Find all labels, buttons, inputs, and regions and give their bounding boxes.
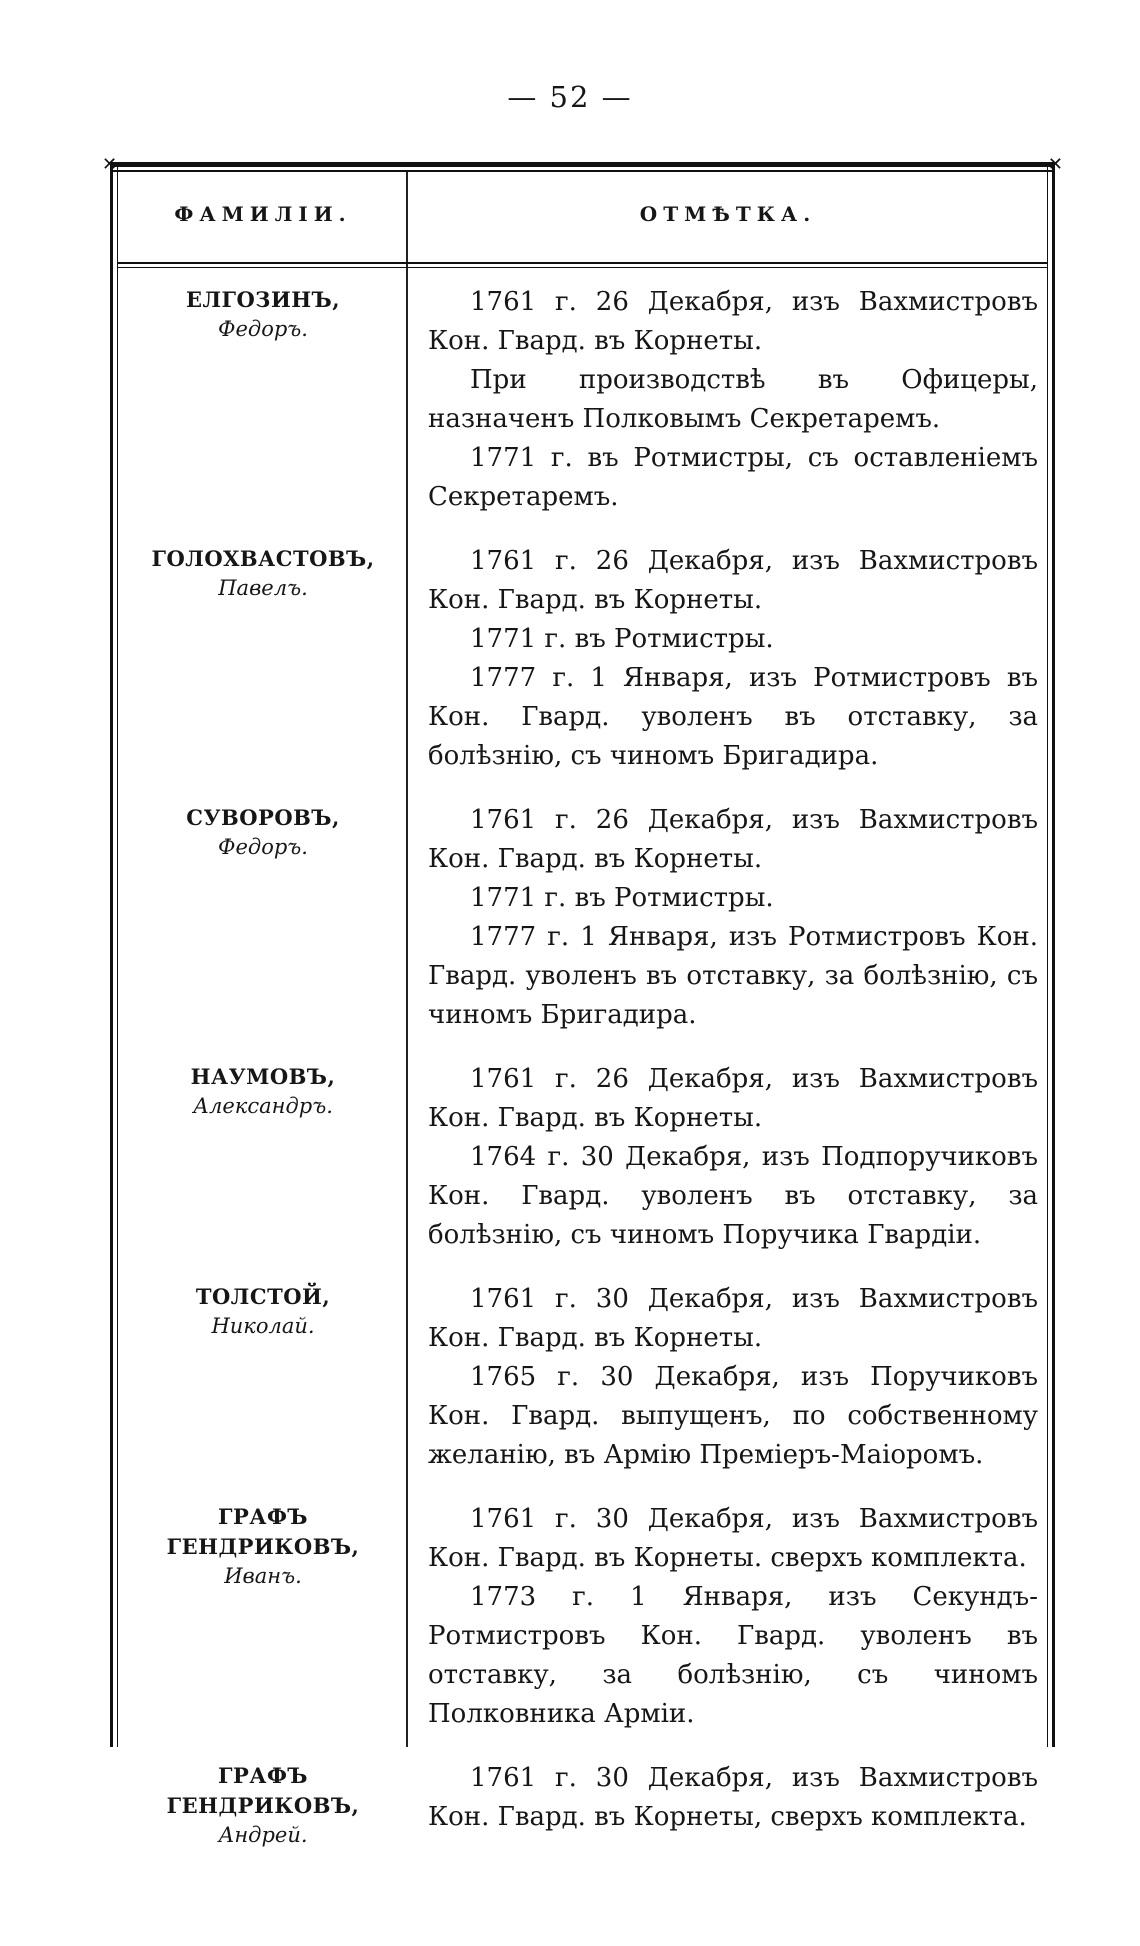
table-row (120, 542, 1050, 776)
name-cell (120, 1280, 406, 1475)
surname: ГОЛОХВАСТОВЪ, (151, 546, 375, 571)
surname: СУВОРОВЪ, (186, 805, 340, 830)
name-cell (120, 542, 406, 776)
ornament-corner-icon: ✕ (102, 154, 118, 175)
table-left-border (110, 162, 118, 1747)
surname: ТОЛСТОЙ, (195, 1284, 331, 1309)
entries-list (120, 283, 1050, 1874)
table-row (120, 1060, 1050, 1255)
table-row (120, 1759, 1050, 1849)
table-row (120, 1500, 1050, 1734)
surname: НАУМОВЪ, (190, 1064, 336, 1089)
note-line: 1773 г. 1 Января, изъ Секундъ-Ротмистровъ Кон. Гвард. уволенъ въ отставку, за болѣзнію, съ чиномъ Полковника Арміи. (428, 1582, 1038, 1729)
notes-cell (428, 283, 1038, 517)
table-top-rule-thin (110, 170, 1055, 172)
name-cell (120, 1759, 406, 1849)
header-rule (118, 262, 1047, 264)
table-row (120, 801, 1050, 1035)
notes-cell (428, 542, 1038, 776)
note-line: 1764 г. 30 Декабря, изъ Подпоручиковъ Кон. Гвард. уволенъ въ отставку, за болѣзнію, съ чиномъ Поручика Гвардіи. (428, 1142, 1038, 1250)
note-line: 1771 г. въ Ротмистры, съ оставленіемъ Секретаремъ. (428, 443, 1038, 512)
note-line: 1761 г. 30 Декабря, изъ Вахмистровъ Кон. Гвард. въ Корнеты. (428, 1284, 1038, 1353)
surname: ЕЛГОЗИНЪ, (185, 287, 341, 312)
given-name: Андрей. (218, 1823, 308, 1847)
given-name: Федоръ. (218, 835, 308, 859)
given-name: Александръ. (193, 1094, 333, 1118)
notes-cell (428, 1060, 1038, 1255)
notes-cell (428, 1500, 1038, 1734)
notes-cell (428, 801, 1038, 1035)
header-rule-thin (118, 267, 1047, 268)
note-line: 1777 г. 1 Января, изъ Ротмистровъ Кон. Гвард. уволенъ въ отставку, за болѣзнію, съ чиномъ Бригадира. (428, 922, 1038, 1030)
note-line: 1761 г. 26 Декабря, изъ Вахмистровъ Кон. Гвард. въ Корнеты. (428, 287, 1038, 356)
name-cell (120, 1500, 406, 1734)
given-name: Иванъ. (224, 1564, 302, 1588)
page-number: — 52 — (507, 80, 633, 114)
table-top-rule (110, 162, 1055, 167)
note-line: 1771 г. въ Ротмистры. (470, 624, 774, 654)
header-notes: ОТМѢТКА. (639, 202, 817, 226)
given-name: Николай. (211, 1314, 315, 1338)
note-line: 1761 г. 30 Декабря, изъ Вахмистровъ Кон. Гвард. въ Корнеты. сверхъ комплекта. (428, 1504, 1038, 1573)
note-line: 1777 г. 1 Января, изъ Ротмистровъ въ Кон. Гвард. уволенъ въ отставку, за болѣзнію, съ чиномъ Бригадира. (428, 663, 1038, 771)
ornament-corner-icon: ✕ (1047, 154, 1063, 175)
notes-cell (428, 1759, 1038, 1849)
note-line: 1761 г. 30 Декабря, изъ Вахмистровъ Кон. Гвард. въ Корнеты, сверхъ комплекта. (428, 1763, 1038, 1832)
table-row (120, 1280, 1050, 1475)
name-cell (120, 1060, 406, 1255)
note-line: При производствѣ въ Офицеры, назначенъ Полковымъ Секретаремъ. (428, 365, 1038, 434)
header-names: ФАМИЛІИ. (174, 202, 352, 226)
name-cell (120, 283, 406, 517)
notes-cell (428, 1280, 1038, 1475)
name-cell (120, 801, 406, 1035)
given-name: Павелъ. (218, 576, 308, 600)
given-name: Федоръ. (218, 317, 308, 341)
table-row (120, 283, 1050, 517)
note-line: 1765 г. 30 Декабря, изъ Поручиковъ Кон. Гвард. выпущенъ, по собственному желанію, въ Армію Преміеръ-Маіоромъ. (428, 1362, 1038, 1470)
surname: ГРАФЪ ГЕНДРИКОВЪ, (166, 1763, 360, 1818)
note-line: 1771 г. въ Ротмистры. (470, 883, 774, 913)
note-line: 1761 г. 26 Декабря, изъ Вахмистровъ Кон. Гвард. въ Корнеты. (428, 1064, 1038, 1133)
note-line: 1761 г. 26 Декабря, изъ Вахмистровъ Кон. Гвард. въ Корнеты. (428, 805, 1038, 874)
note-line: 1761 г. 26 Декабря, изъ Вахмистровъ Кон. Гвард. въ Корнеты. (428, 546, 1038, 615)
surname: ГРАФЪ ГЕНДРИКОВЪ, (166, 1504, 360, 1559)
